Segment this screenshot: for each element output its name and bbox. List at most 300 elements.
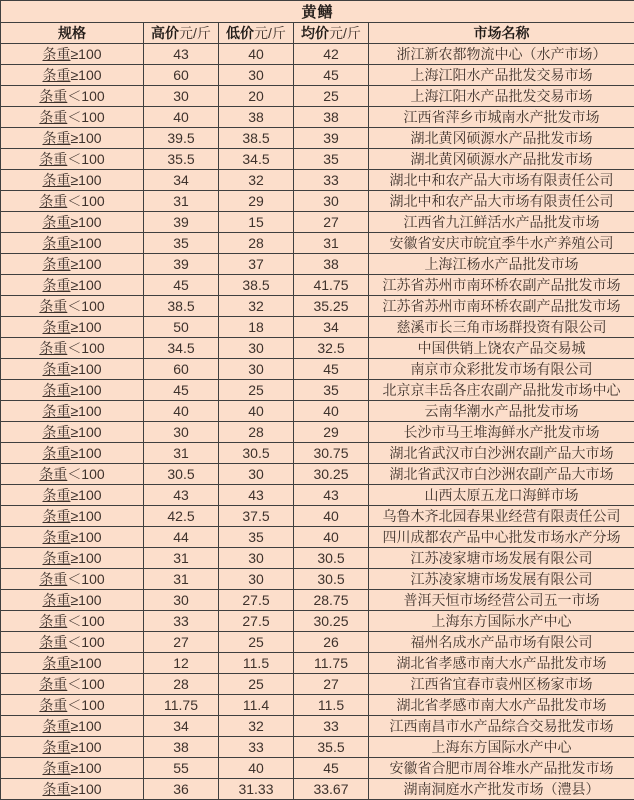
cell-spec — [1, 359, 144, 380]
table-row — [1, 611, 634, 632]
table-row — [1, 527, 634, 548]
spec-prefix: 条重 — [42, 508, 70, 524]
cell-market: 湖北省武汉市白沙洲农副产品大市场 — [369, 464, 634, 485]
spec-prefix: 条重 — [39, 634, 67, 650]
spec-condition: ≥100 — [70, 592, 101, 608]
cell-market: 江西南昌市水产品综合交易批发市场 — [369, 716, 634, 737]
cell-spec — [1, 275, 144, 296]
spec-prefix: 条重 — [39, 613, 67, 629]
cell-market: 湖北黄冈硕源水产品批发市场 — [369, 149, 634, 170]
cell-market: 中国供销上饶农产品交易城 — [369, 338, 634, 359]
cell-avg: 40 — [294, 401, 369, 422]
cell-spec — [1, 128, 144, 149]
cell-high: 30 — [144, 422, 219, 443]
header-low-label: 低价 — [226, 25, 254, 41]
spec-condition: ≥100 — [70, 781, 101, 797]
cell-low: 30 — [219, 548, 294, 569]
cell-avg: 26 — [294, 632, 369, 653]
spec-prefix: 条重 — [39, 298, 67, 314]
cell-avg: 30.5 — [294, 548, 369, 569]
cell-avg: 29 — [294, 422, 369, 443]
cell-spec — [1, 506, 144, 527]
cell-spec — [1, 149, 144, 170]
table-row — [1, 86, 634, 107]
cell-market: 北京京丰岳各庄农副产品批发市场中心 — [369, 380, 634, 401]
spec-prefix: 条重 — [39, 340, 67, 356]
cell-low: 27.5 — [219, 611, 294, 632]
cell-low: 40 — [219, 44, 294, 65]
cell-low: 35 — [219, 527, 294, 548]
cell-avg: 35 — [294, 380, 369, 401]
cell-avg: 34 — [294, 317, 369, 338]
cell-high: 31 — [144, 569, 219, 590]
spec-prefix: 条重 — [42, 655, 70, 671]
table-row — [1, 212, 634, 233]
cell-spec — [1, 65, 144, 86]
spec-prefix: 条重 — [42, 403, 70, 419]
cell-avg: 28.75 — [294, 590, 369, 611]
spec-condition: ＜100 — [67, 193, 104, 209]
cell-low: 20 — [219, 86, 294, 107]
cell-high: 12 — [144, 653, 219, 674]
cell-low: 18 — [219, 317, 294, 338]
cell-high: 30.5 — [144, 464, 219, 485]
spec-condition: ≥100 — [70, 550, 101, 566]
spec-prefix: 条重 — [42, 256, 70, 272]
spec-prefix: 条重 — [42, 760, 70, 776]
spec-prefix: 条重 — [42, 214, 70, 230]
cell-avg: 45 — [294, 359, 369, 380]
spec-condition: ≥100 — [70, 529, 101, 545]
cell-high: 55 — [144, 758, 219, 779]
spec-prefix: 条重 — [42, 739, 70, 755]
cell-market: 江苏省苏州市南环桥农副产品批发市场 — [369, 296, 634, 317]
table-row — [1, 779, 634, 800]
cell-low: 40 — [219, 401, 294, 422]
table-row — [1, 758, 634, 779]
cell-spec — [1, 191, 144, 212]
spec-prefix: 条重 — [42, 424, 70, 440]
cell-low: 31.33 — [219, 779, 294, 800]
cell-spec — [1, 632, 144, 653]
table-row — [1, 401, 634, 422]
cell-market: 湖南洞庭水产批发市场（澧县） — [369, 779, 634, 800]
cell-high: 34.5 — [144, 338, 219, 359]
cell-market: 南京市众彩批发市场有限公司 — [369, 359, 634, 380]
cell-market: 江苏省苏州市南环桥农副产品批发市场 — [369, 275, 634, 296]
header-high-unit: 元/斤 — [179, 25, 211, 41]
cell-spec — [1, 44, 144, 65]
spec-condition: ＜100 — [67, 697, 104, 713]
cell-market: 山西太原五龙口海鲜市场 — [369, 485, 634, 506]
cell-market: 浙江新农都物流中心（水产市场） — [369, 44, 634, 65]
cell-spec — [1, 485, 144, 506]
cell-market: 云南华潮水产品批发市场 — [369, 401, 634, 422]
header-low-price — [219, 23, 294, 44]
table-row — [1, 569, 634, 590]
spec-prefix: 条重 — [39, 109, 67, 125]
spec-prefix: 条重 — [39, 88, 67, 104]
cell-spec — [1, 338, 144, 359]
cell-spec — [1, 107, 144, 128]
cell-high: 39.5 — [144, 128, 219, 149]
cell-avg: 32.5 — [294, 338, 369, 359]
table-row — [1, 485, 634, 506]
table-row — [1, 191, 634, 212]
cell-low: 40 — [219, 758, 294, 779]
spec-condition: ≥100 — [70, 487, 101, 503]
cell-high: 36 — [144, 779, 219, 800]
cell-high: 30 — [144, 86, 219, 107]
cell-avg: 27 — [294, 212, 369, 233]
cell-spec — [1, 611, 144, 632]
spec-prefix: 条重 — [42, 592, 70, 608]
cell-market: 江西省宜春市袁州区杨家市场 — [369, 674, 634, 695]
cell-low: 25 — [219, 632, 294, 653]
spec-prefix: 条重 — [39, 571, 67, 587]
cell-avg: 35.5 — [294, 737, 369, 758]
cell-market: 慈溪市长三角市场群投资有限公司 — [369, 317, 634, 338]
cell-low: 30 — [219, 569, 294, 590]
cell-market: 上海江杨水产品批发市场 — [369, 254, 634, 275]
spec-prefix: 条重 — [42, 445, 70, 461]
cell-avg: 45 — [294, 758, 369, 779]
cell-spec — [1, 779, 144, 800]
table-row — [1, 359, 634, 380]
header-avg-label: 均价 — [301, 25, 329, 41]
table-row — [1, 254, 634, 275]
table-row — [1, 338, 634, 359]
table-row — [1, 464, 634, 485]
cell-low: 30 — [219, 359, 294, 380]
spec-condition: ＜100 — [67, 298, 104, 314]
spec-prefix: 条重 — [42, 382, 70, 398]
table-row — [1, 422, 634, 443]
spec-condition: ≥100 — [70, 256, 101, 272]
cell-spec — [1, 674, 144, 695]
cell-avg: 30.25 — [294, 464, 369, 485]
cell-low: 30 — [219, 65, 294, 86]
cell-avg: 40 — [294, 527, 369, 548]
cell-low: 30 — [219, 464, 294, 485]
cell-high: 11.75 — [144, 695, 219, 716]
cell-market: 上海江阳水产品批发交易市场 — [369, 86, 634, 107]
cell-low: 28 — [219, 422, 294, 443]
cell-market: 普洱天恒市场经营公司五一市场 — [369, 590, 634, 611]
cell-market: 上海东方国际水产中心 — [369, 611, 634, 632]
cell-spec — [1, 758, 144, 779]
cell-spec — [1, 716, 144, 737]
cell-high: 34 — [144, 716, 219, 737]
table-row — [1, 506, 634, 527]
cell-avg: 30 — [294, 191, 369, 212]
spec-condition: ≥100 — [70, 235, 101, 251]
spec-prefix: 条重 — [39, 151, 67, 167]
cell-avg: 30.75 — [294, 443, 369, 464]
table-row — [1, 443, 634, 464]
cell-spec — [1, 527, 144, 548]
title-row — [1, 1, 634, 23]
spec-condition: ＜100 — [67, 109, 104, 125]
table-row — [1, 674, 634, 695]
cell-avg: 35.25 — [294, 296, 369, 317]
spec-prefix: 条重 — [42, 781, 70, 797]
cell-avg: 31 — [294, 233, 369, 254]
cell-low: 38.5 — [219, 128, 294, 149]
cell-high: 43 — [144, 44, 219, 65]
spec-prefix: 条重 — [42, 529, 70, 545]
spec-condition: ＜100 — [67, 466, 104, 482]
cell-high: 40 — [144, 107, 219, 128]
cell-high: 60 — [144, 359, 219, 380]
cell-avg: 30.25 — [294, 611, 369, 632]
cell-low: 15 — [219, 212, 294, 233]
cell-market: 乌鲁木齐北园春果业经营有限责任公司 — [369, 506, 634, 527]
spec-condition: ＜100 — [67, 340, 104, 356]
cell-low: 30.5 — [219, 443, 294, 464]
cell-high: 40 — [144, 401, 219, 422]
cell-spec — [1, 548, 144, 569]
cell-spec — [1, 86, 144, 107]
cell-high: 42.5 — [144, 506, 219, 527]
cell-high: 45 — [144, 380, 219, 401]
cell-low: 30 — [219, 338, 294, 359]
spec-condition: ≥100 — [70, 424, 101, 440]
table-row — [1, 737, 634, 758]
cell-avg: 33.67 — [294, 779, 369, 800]
cell-market: 湖北省孝感市南大水产品批发市场 — [369, 653, 634, 674]
table-row — [1, 380, 634, 401]
cell-low: 38 — [219, 107, 294, 128]
cell-market: 四川成都农产品中心批发市场水产分场 — [369, 527, 634, 548]
cell-high: 39 — [144, 254, 219, 275]
cell-high: 45 — [144, 275, 219, 296]
cell-market: 江苏凌家塘市场发展有限公司 — [369, 569, 634, 590]
cell-avg: 11.5 — [294, 695, 369, 716]
cell-high: 27 — [144, 632, 219, 653]
cell-spec — [1, 296, 144, 317]
table-row — [1, 149, 634, 170]
table-row — [1, 695, 634, 716]
cell-spec — [1, 464, 144, 485]
spec-condition: ≥100 — [70, 445, 101, 461]
cell-spec — [1, 422, 144, 443]
cell-spec — [1, 401, 144, 422]
table-row — [1, 128, 634, 149]
cell-avg: 27 — [294, 674, 369, 695]
spec-prefix: 条重 — [42, 487, 70, 503]
spec-prefix: 条重 — [42, 67, 70, 83]
cell-low: 33 — [219, 737, 294, 758]
table-row — [1, 632, 634, 653]
cell-high: 50 — [144, 317, 219, 338]
cell-market: 安徽省合肥市周谷堆水产品批发市场 — [369, 758, 634, 779]
header-avg-price — [294, 23, 369, 44]
spec-prefix: 条重 — [42, 46, 70, 62]
spec-condition: ≥100 — [70, 508, 101, 524]
cell-high: 28 — [144, 674, 219, 695]
cell-spec — [1, 653, 144, 674]
cell-spec — [1, 569, 144, 590]
cell-market: 江西省萍乡市城南水产批发市场 — [369, 107, 634, 128]
cell-low: 32 — [219, 296, 294, 317]
cell-avg: 42 — [294, 44, 369, 65]
cell-low: 27.5 — [219, 590, 294, 611]
spec-prefix: 条重 — [42, 172, 70, 188]
cell-low: 28 — [219, 233, 294, 254]
cell-high: 31 — [144, 191, 219, 212]
table-row — [1, 275, 634, 296]
spec-prefix: 条重 — [42, 319, 70, 335]
cell-market: 江西省九江鲜活水产品批发市场 — [369, 212, 634, 233]
cell-high: 30 — [144, 590, 219, 611]
spec-condition: ≥100 — [70, 382, 101, 398]
spec-prefix: 条重 — [39, 697, 67, 713]
cell-low: 29 — [219, 191, 294, 212]
cell-spec — [1, 170, 144, 191]
header-low-unit: 元/斤 — [254, 25, 286, 41]
cell-spec — [1, 737, 144, 758]
spec-condition: ≥100 — [70, 214, 101, 230]
cell-market: 湖北中和农产品大市场有限责任公司 — [369, 170, 634, 191]
spec-condition: ＜100 — [67, 88, 104, 104]
spec-condition: ≥100 — [70, 718, 101, 734]
cell-high: 43 — [144, 485, 219, 506]
spec-condition: ≥100 — [70, 130, 101, 146]
header-avg-unit: 元/斤 — [329, 25, 361, 41]
header-row — [1, 23, 634, 44]
spec-prefix: 条重 — [42, 130, 70, 146]
table-row — [1, 653, 634, 674]
cell-high: 35.5 — [144, 149, 219, 170]
cell-low: 11.4 — [219, 695, 294, 716]
spec-condition: ＜100 — [67, 613, 104, 629]
table-row — [1, 107, 634, 128]
cell-avg: 30.5 — [294, 569, 369, 590]
cell-avg: 38 — [294, 107, 369, 128]
cell-avg: 45 — [294, 65, 369, 86]
cell-low: 43 — [219, 485, 294, 506]
cell-high: 34 — [144, 170, 219, 191]
spec-condition: ≥100 — [70, 46, 101, 62]
cell-spec — [1, 233, 144, 254]
cell-market: 安徽省安庆市皖宜季牛水产养殖公司 — [369, 233, 634, 254]
cell-market: 上海江阳水产品批发交易市场 — [369, 65, 634, 86]
cell-spec — [1, 254, 144, 275]
cell-avg: 41.75 — [294, 275, 369, 296]
spec-prefix: 条重 — [39, 466, 67, 482]
cell-low: 32 — [219, 716, 294, 737]
cell-market: 湖北省孝感市南大水产品批发市场 — [369, 695, 634, 716]
cell-high: 31 — [144, 548, 219, 569]
cell-high: 31 — [144, 443, 219, 464]
cell-spec — [1, 380, 144, 401]
cell-low: 25 — [219, 674, 294, 695]
spec-prefix: 条重 — [42, 361, 70, 377]
spec-condition: ≥100 — [70, 319, 101, 335]
cell-high: 60 — [144, 65, 219, 86]
cell-avg: 33 — [294, 716, 369, 737]
spec-prefix: 条重 — [42, 235, 70, 251]
cell-high: 33 — [144, 611, 219, 632]
cell-low: 38.5 — [219, 275, 294, 296]
cell-avg: 39 — [294, 128, 369, 149]
header-market-label: 市场名称 — [474, 25, 530, 41]
table-row — [1, 317, 634, 338]
cell-high: 35 — [144, 233, 219, 254]
cell-low: 25 — [219, 380, 294, 401]
table-row — [1, 590, 634, 611]
spec-prefix: 条重 — [42, 718, 70, 734]
header-high-price — [144, 23, 219, 44]
header-spec — [1, 23, 144, 44]
cell-avg: 33 — [294, 170, 369, 191]
cell-avg: 35 — [294, 149, 369, 170]
spec-prefix: 条重 — [39, 676, 67, 692]
table-row — [1, 548, 634, 569]
cell-avg: 38 — [294, 254, 369, 275]
spec-condition: ≥100 — [70, 361, 101, 377]
spec-condition: ≥100 — [70, 277, 101, 293]
spec-condition: ＜100 — [67, 151, 104, 167]
cell-low: 37 — [219, 254, 294, 275]
cell-high: 44 — [144, 527, 219, 548]
spec-prefix: 条重 — [42, 550, 70, 566]
spec-condition: ≥100 — [70, 739, 101, 755]
cell-spec — [1, 443, 144, 464]
spec-condition: ＜100 — [67, 634, 104, 650]
spec-prefix: 条重 — [42, 277, 70, 293]
table-title: 黄鳝 — [1, 1, 634, 23]
cell-high: 38.5 — [144, 296, 219, 317]
table-row — [1, 296, 634, 317]
cell-high: 38 — [144, 737, 219, 758]
table-row — [1, 44, 634, 65]
spec-condition: ≥100 — [70, 67, 101, 83]
header-high-label: 高价 — [151, 25, 179, 41]
cell-spec — [1, 212, 144, 233]
spec-prefix: 条重 — [39, 193, 67, 209]
cell-market: 江苏凌家塘市场发展有限公司 — [369, 548, 634, 569]
cell-market: 上海东方国际水产中心 — [369, 737, 634, 758]
header-spec-label: 规格 — [58, 25, 86, 41]
table-row — [1, 716, 634, 737]
table-row — [1, 65, 634, 86]
table-row — [1, 233, 634, 254]
cell-low: 34.5 — [219, 149, 294, 170]
cell-market: 湖北黄冈硕源水产品批发市场 — [369, 128, 634, 149]
cell-low: 11.5 — [219, 653, 294, 674]
table-body — [1, 44, 634, 800]
cell-low: 37.5 — [219, 506, 294, 527]
cell-low: 32 — [219, 170, 294, 191]
cell-market: 湖北省武汉市白沙洲农副产品大市场 — [369, 443, 634, 464]
cell-avg: 43 — [294, 485, 369, 506]
cell-spec — [1, 590, 144, 611]
cell-market: 福州名成水产品市场有限公司 — [369, 632, 634, 653]
header-market-name — [369, 23, 634, 44]
cell-avg: 40 — [294, 506, 369, 527]
cell-market: 湖北中和农产品大市场有限责任公司 — [369, 191, 634, 212]
spec-condition: ≥100 — [70, 760, 101, 776]
spec-condition: ≥100 — [70, 655, 101, 671]
cell-market: 长沙市马王堆海鲜水产批发市场 — [369, 422, 634, 443]
cell-avg: 11.75 — [294, 653, 369, 674]
spec-condition: ≥100 — [70, 403, 101, 419]
cell-high: 39 — [144, 212, 219, 233]
cell-spec — [1, 317, 144, 338]
spec-condition: ≥100 — [70, 172, 101, 188]
